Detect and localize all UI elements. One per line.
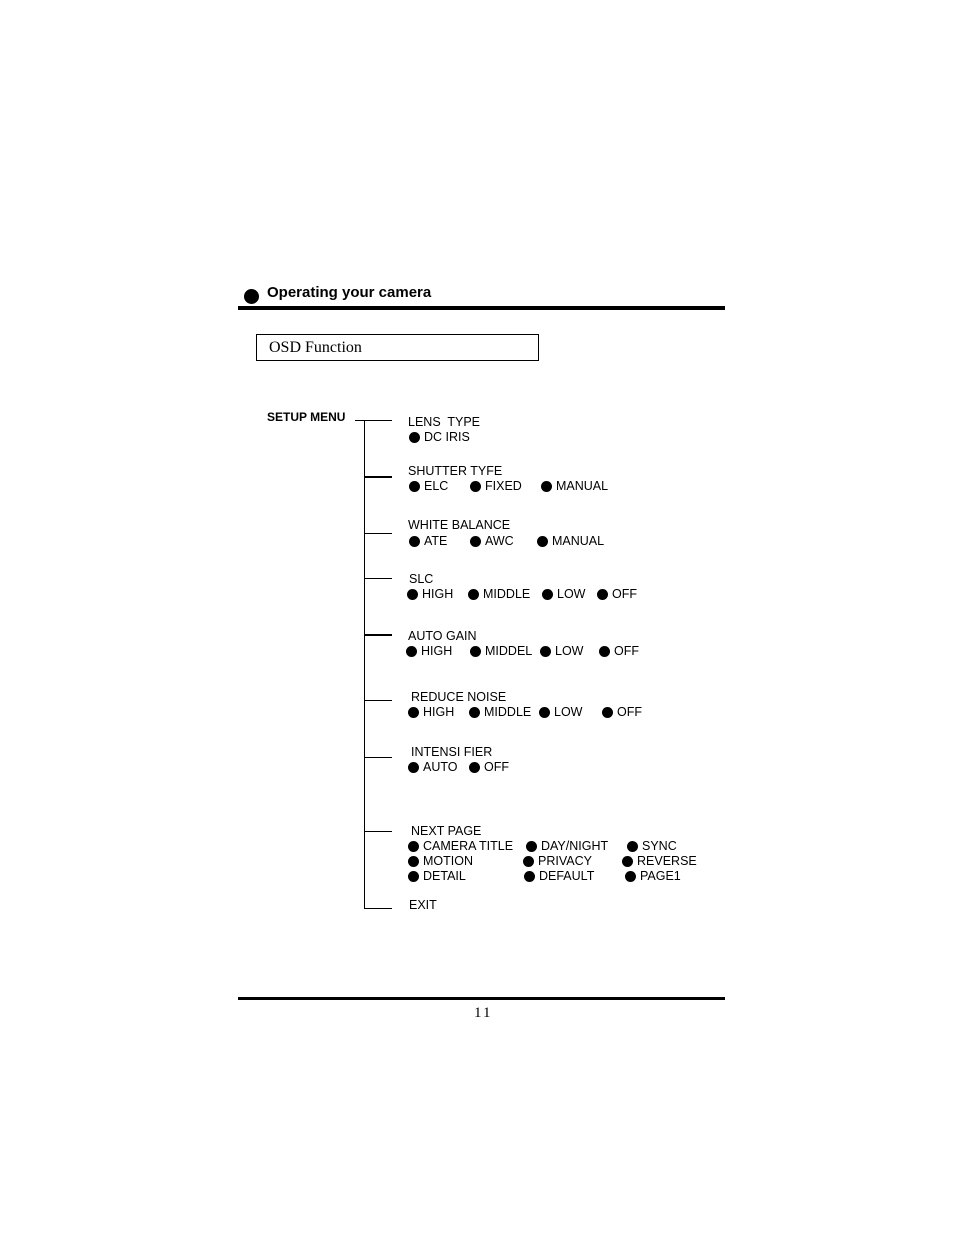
option-fixed: FIXED — [470, 479, 522, 493]
bullet-icon — [409, 536, 420, 547]
bullet-icon — [408, 762, 419, 773]
option-auto: AUTO — [408, 760, 458, 774]
option-manual: MANUAL — [541, 479, 608, 493]
option-manual: MANUAL — [537, 534, 604, 548]
bullet-icon — [539, 707, 550, 718]
option-high: HIGH — [406, 644, 452, 658]
branch-line — [364, 578, 392, 579]
option-camera-title: CAMERA TITLE — [408, 839, 513, 853]
bullet-icon — [597, 589, 608, 600]
bullet-icon — [622, 856, 633, 867]
osd-function-title: OSD Function — [269, 339, 362, 356]
bullet-icon — [625, 871, 636, 882]
setup-menu-label: SETUP MENU — [267, 410, 346, 424]
branch-line — [364, 634, 392, 636]
option-middel: MIDDEL — [470, 644, 532, 658]
option-high: HIGH — [407, 587, 453, 601]
option-motion: MOTION — [408, 854, 473, 868]
option-off: OFF — [469, 760, 509, 774]
bullet-icon — [409, 432, 420, 443]
bullet-icon — [470, 646, 481, 657]
bullet-icon — [408, 707, 419, 718]
option-ate: ATE — [409, 534, 447, 548]
option-sync: SYNC — [627, 839, 677, 853]
footer-rule — [238, 997, 725, 1000]
menu-item-auto-gain: AUTO GAIN — [408, 629, 477, 643]
bullet-icon — [408, 856, 419, 867]
bullet-icon — [469, 762, 480, 773]
option-privacy: PRIVACY — [523, 854, 592, 868]
header-rule — [238, 306, 725, 310]
bullet-icon — [526, 841, 537, 852]
page-number: 11 — [474, 1005, 493, 1021]
menu-item-lens-type: LENS TYPE — [408, 415, 481, 429]
branch-line — [364, 831, 392, 832]
option-low: LOW — [539, 705, 582, 719]
branch-line — [364, 476, 392, 478]
bullet-icon — [408, 841, 419, 852]
tree-trunk-line — [364, 420, 365, 909]
option-middle: MIDDLE — [469, 705, 531, 719]
root-branch-line — [355, 420, 392, 421]
bullet-icon — [602, 707, 613, 718]
option-day-night: DAY/NIGHT — [526, 839, 608, 853]
option-off: OFF — [599, 644, 639, 658]
option-low: LOW — [542, 587, 585, 601]
option-middle: MIDDLE — [468, 587, 530, 601]
bullet-icon — [468, 589, 479, 600]
bullet-icon — [542, 589, 553, 600]
bullet-icon — [409, 481, 420, 492]
bullet-icon — [469, 707, 480, 718]
menu-item-white-balance: WHITE BALANCE — [408, 518, 511, 532]
bullet-icon — [470, 536, 481, 547]
option-reverse: REVERSE — [622, 854, 697, 868]
menu-item-shutter-type: SHUTTER TYFE — [408, 464, 503, 478]
menu-item-exit: EXIT — [409, 898, 437, 912]
branch-line — [364, 757, 392, 758]
option-dc-iris: DC IRIS — [409, 430, 470, 444]
bullet-icon — [407, 589, 418, 600]
option-awc: AWC — [470, 534, 514, 548]
option-off: OFF — [602, 705, 642, 719]
menu-item-next-page: NEXT PAGE — [411, 824, 482, 838]
section-bullet-icon — [244, 289, 259, 304]
bullet-icon — [541, 481, 552, 492]
bullet-icon — [470, 481, 481, 492]
branch-line — [364, 533, 392, 534]
bullet-icon — [537, 536, 548, 547]
bullet-icon — [599, 646, 610, 657]
option-default: DEFAULT — [524, 869, 594, 883]
bullet-icon — [406, 646, 417, 657]
branch-line — [364, 908, 392, 909]
bullet-icon — [627, 841, 638, 852]
menu-item-reduce-noise: REDUCE NOISE — [411, 690, 507, 704]
menu-item-slc: SLC — [409, 572, 434, 586]
osd-function-box — [256, 334, 539, 361]
branch-line — [364, 700, 392, 701]
option-elc: ELC — [409, 479, 448, 493]
bullet-icon — [523, 856, 534, 867]
option-detail: DETAIL — [408, 869, 466, 883]
section-title: Operating your camera — [267, 284, 432, 301]
option-page1: PAGE1 — [625, 869, 681, 883]
bullet-icon — [540, 646, 551, 657]
bullet-icon — [408, 871, 419, 882]
menu-item-intensifier: INTENSI FIER — [411, 745, 493, 759]
option-high: HIGH — [408, 705, 454, 719]
bullet-icon — [524, 871, 535, 882]
option-low: LOW — [540, 644, 583, 658]
option-off: OFF — [597, 587, 637, 601]
